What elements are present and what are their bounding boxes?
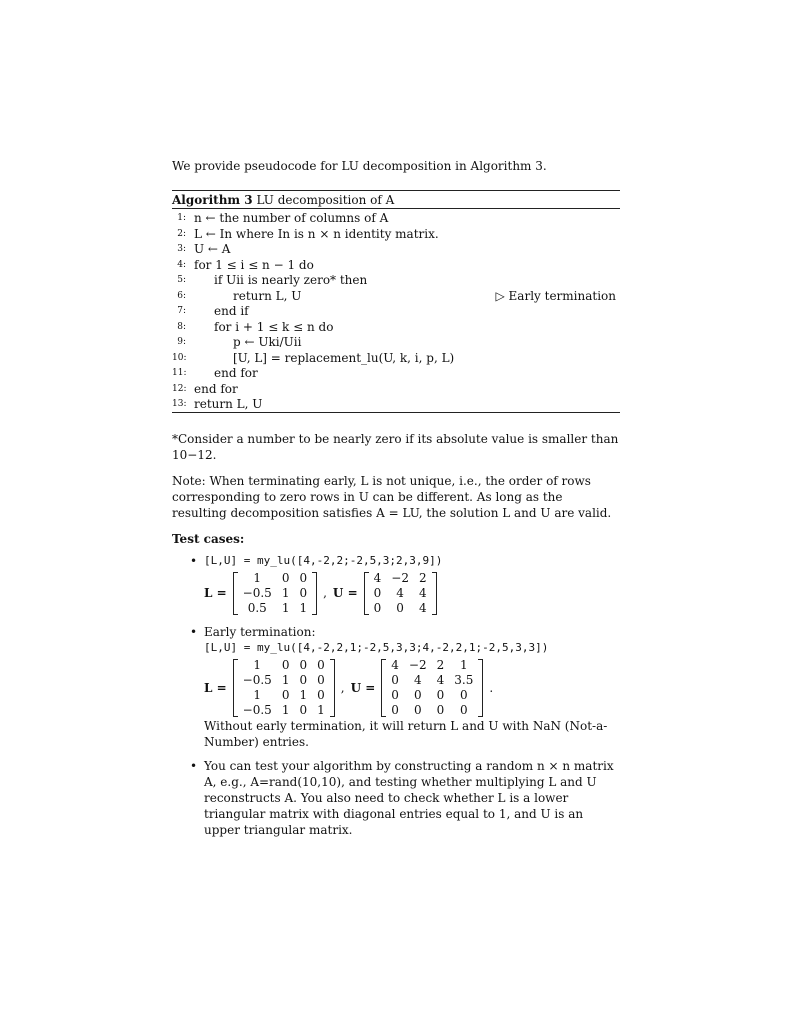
l-label: L = [204, 586, 227, 600]
matrix-cell: 0 [317, 657, 325, 672]
bullet-icon: • [190, 758, 198, 773]
line-text: end if [214, 304, 249, 318]
matrix-row [369, 571, 432, 586]
line-number: 10: [172, 352, 187, 363]
matrix-row [386, 673, 478, 688]
matrix-cell: 0 [299, 657, 308, 672]
algorithm-line [172, 303, 620, 319]
algorithm-box [172, 190, 620, 413]
line-text: for i + 1 ≤ k ≤ n do [214, 319, 334, 334]
footnote: *Consider a number to be nearly zero if its absolute value is smaller than 10−12. [172, 431, 619, 462]
case1-u-matrix [364, 571, 437, 616]
matrix-cell: 1 [281, 672, 290, 687]
line-number: 9: [177, 337, 186, 347]
matrix-cell: 4 [396, 585, 404, 600]
test-cases-heading: Test cases: [172, 531, 245, 546]
matrix-cell: 1 [281, 585, 290, 600]
algorithm-line [172, 381, 620, 397]
matrix-cell: 0 [391, 672, 399, 687]
matrix-cell: 1 [299, 687, 308, 702]
matrix-cell: 0 [373, 585, 382, 600]
algorithm-line [172, 210, 620, 226]
matrix-cell: 1 [253, 570, 262, 585]
line-text: [U, L] = replacement_lu(U, k, i, p, L) [233, 350, 455, 365]
algorithm-line [172, 319, 620, 335]
matrix-cell: 1 [253, 657, 262, 672]
matrix-cell: 4 [413, 672, 422, 687]
matrix-cell: 1 [281, 702, 290, 717]
matrix-cell: 0 [317, 687, 325, 702]
matrix-cell: −0.5 [242, 672, 272, 687]
matrix-cell: −0.5 [242, 702, 272, 717]
algorithm-line [172, 257, 620, 273]
matrix-cell: 2 [418, 570, 427, 585]
matrix-row [238, 601, 312, 616]
matrix-cell: −2 [391, 570, 409, 585]
matrix-cell: 1 [253, 687, 262, 702]
line-text: p ← Uki/Uii [233, 335, 302, 349]
comma: , [323, 586, 327, 600]
matrix-cell: 1 [459, 657, 468, 672]
matrix-cell: 0 [299, 585, 308, 600]
line-text: return L, U [194, 397, 263, 411]
matrix-cell: 0 [281, 657, 290, 672]
matrix-cell: 4 [418, 585, 427, 600]
matrix-cell: −0.5 [242, 585, 272, 600]
algorithm-line [172, 241, 620, 257]
matrix-cell: 1 [281, 600, 290, 615]
line-number: 13: [172, 399, 187, 409]
matrix-cell: 0 [459, 687, 468, 702]
algorithm-line [172, 226, 620, 242]
algorithm-label: Algorithm 3 [172, 193, 253, 207]
matrix-cell: 0 [436, 687, 445, 702]
matrix-cell: 0 [281, 570, 290, 585]
line-text: L ← In where In is n × n identity matrix. [194, 226, 439, 241]
matrix-row [386, 658, 478, 673]
line-number: 6: [177, 290, 186, 301]
matrix-cell: 0 [413, 702, 422, 717]
matrix-cell: 4 [436, 672, 445, 687]
matrix-cell: 2 [436, 657, 445, 672]
line-number: 2: [177, 228, 186, 239]
l-label: L = [204, 680, 227, 695]
matrix-cell: 1 [317, 702, 325, 717]
matrix-row [369, 586, 432, 601]
line-number: 4: [177, 259, 186, 270]
matrix-row [386, 688, 478, 703]
line-text: if Uii is nearly zero* then [214, 273, 368, 287]
matrix-cell: 0 [299, 702, 308, 717]
algorithm-line [172, 288, 620, 304]
case1-code: [L,U] = my_lu([4,-2,2;-2,5,3;2,3,9]) [204, 553, 443, 567]
case2-code: [L,U] = my_lu([4,-2,2,1;-2,5,3,3;4,-2,2,1;-2,5,3,3]) [204, 640, 549, 654]
algorithm-header [172, 191, 620, 209]
matrix-row [238, 688, 330, 703]
matrix-cell: 0 [317, 672, 325, 687]
algorithm-lines [172, 209, 620, 412]
case2-u-matrix [381, 658, 483, 718]
algorithm-line [172, 396, 620, 412]
document-page [172, 158, 620, 846]
matrix-cell: 0 [396, 600, 404, 615]
matrix-row [238, 673, 330, 688]
algorithm-line [172, 365, 620, 381]
algorithm-line [172, 334, 620, 350]
u-label: U = [350, 680, 376, 695]
line-text: for 1 ≤ i ≤ n − 1 do [194, 257, 314, 272]
test-case-3 [172, 758, 620, 838]
test-case-list [172, 553, 620, 838]
case2-after-text: Without early termination, it will return L and U with NaN (Not-a-Number) entries. [204, 718, 608, 749]
line-number: 7: [177, 306, 186, 316]
bullet-icon: • [190, 624, 198, 639]
matrix-cell: 0 [373, 600, 382, 615]
matrix-row [238, 586, 312, 601]
matrix-cell: 0 [413, 687, 422, 702]
matrix-cell: 3.5 [454, 672, 474, 687]
line-comment: ▷ Early termination [495, 288, 616, 303]
line-number: 1: [177, 213, 186, 223]
case1-result [204, 571, 620, 616]
line-text: U ← A [194, 242, 231, 256]
note-paragraph: Note: When terminating early, L is not unique, i.e., the order of rows corresponding to zero rows in U can be different. As long as the resulting decomposition satisfies A = LU, the solution L and U are valid. [172, 473, 612, 520]
case2-title: Early termination: [204, 624, 316, 639]
line-text: return L, U [233, 288, 302, 303]
test-case-1 [172, 553, 620, 616]
bullet-icon: • [190, 553, 198, 568]
matrix-cell: 0 [299, 570, 308, 585]
intro-text: We provide pseudocode for LU decomposition in Algorithm 3. [172, 159, 547, 173]
period: . [489, 680, 494, 695]
matrix-cell: 4 [373, 570, 382, 585]
u-label: U = [332, 586, 358, 600]
matrix-cell: 0 [391, 687, 399, 702]
line-number: 11: [172, 368, 187, 378]
line-number: 3: [177, 244, 186, 254]
case2-result [204, 658, 620, 718]
algorithm-line [172, 350, 620, 366]
line-number: 5: [177, 275, 186, 285]
line-number: 8: [177, 321, 186, 332]
case2-l-matrix [233, 658, 335, 718]
line-text: n ← the number of columns of A [194, 211, 389, 225]
matrix-cell: −2 [408, 657, 427, 672]
line-text: end for [194, 381, 238, 396]
matrix-row [238, 571, 312, 586]
matrix-cell: 4 [418, 600, 427, 615]
matrix-cell: 0 [436, 702, 445, 717]
comma: , [340, 680, 345, 695]
line-number: 12: [172, 383, 187, 394]
test-case-2 [172, 624, 620, 750]
matrix-row [238, 703, 330, 718]
algorithm-line [172, 272, 620, 288]
matrix-cell: 0 [391, 702, 399, 717]
matrix-cell: 1 [299, 600, 308, 615]
matrix-cell: 0.5 [247, 600, 267, 615]
line-text: end for [214, 366, 258, 380]
algorithm-title: LU decomposition of A [256, 193, 395, 207]
matrix-row [369, 601, 432, 616]
case3-text: You can test your algorithm by constructing a random n × n matrix A, e.g., A=rand(10,10), and testing whether multiplying L and U reconstructs A. You also need to check whether L is a lower triangular matrix with diagonal entries equal to 1, and U is an upper triangular matrix. [204, 758, 614, 837]
matrix-row [386, 703, 478, 718]
matrix-cell: 4 [391, 657, 399, 672]
case1-l-matrix [233, 571, 317, 616]
matrix-row [238, 658, 330, 673]
matrix-cell: 0 [459, 702, 468, 717]
matrix-cell: 0 [299, 672, 308, 687]
matrix-cell: 0 [281, 687, 290, 702]
